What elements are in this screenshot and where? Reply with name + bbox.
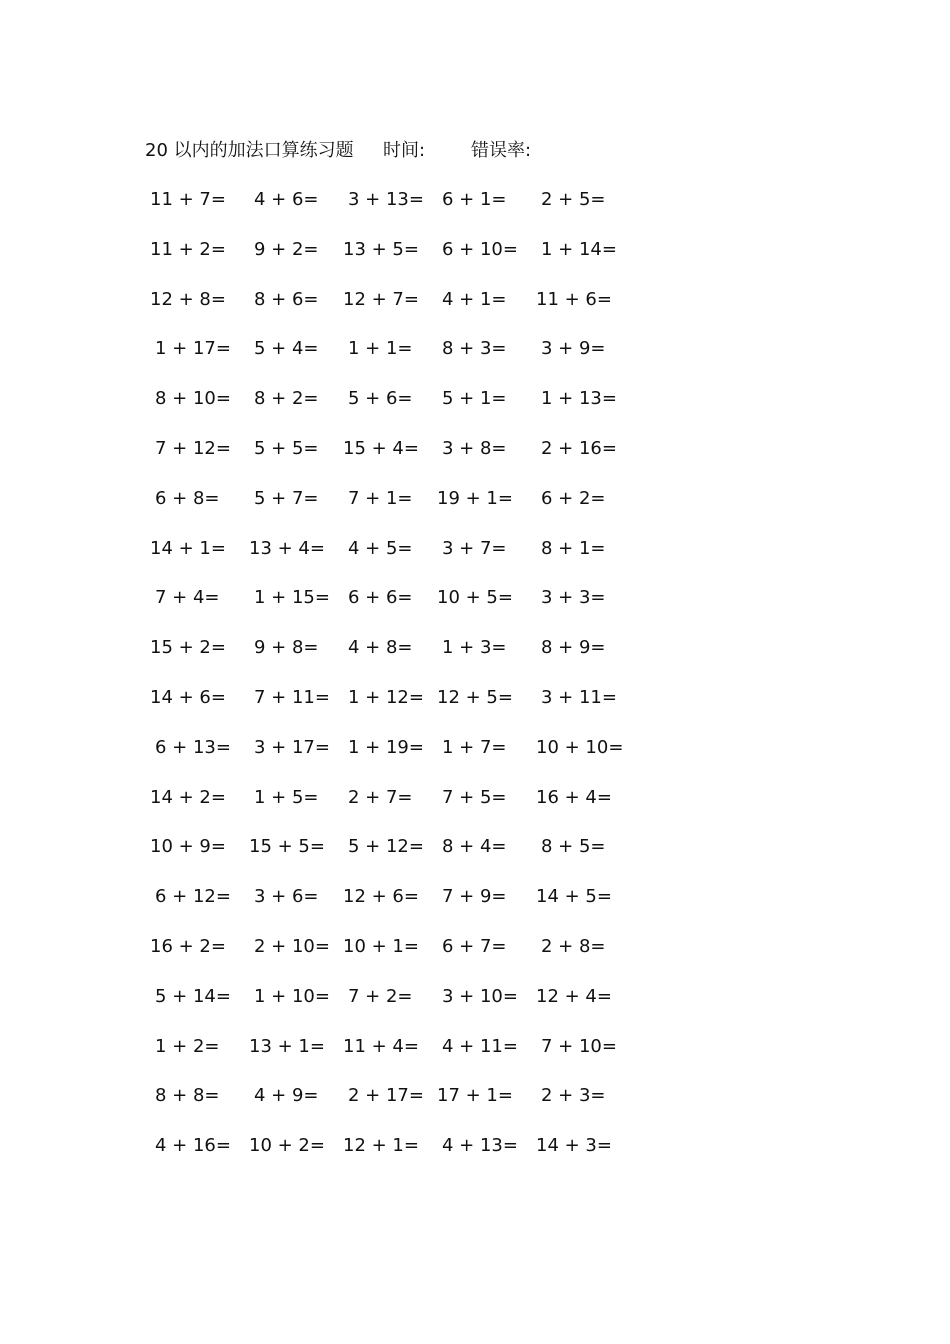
addition-problem: 11 + 4= — [343, 1035, 419, 1057]
addition-problem: 15 + 5= — [249, 836, 325, 858]
addition-problem: 8 + 3= — [442, 338, 507, 360]
addition-problem: 3 + 17= — [254, 736, 330, 758]
addition-problem: 8 + 9= — [541, 637, 606, 659]
addition-problem: 14 + 3= — [536, 1135, 612, 1157]
problem-row — [0, 683, 950, 713]
addition-problem: 10 + 2= — [249, 1135, 325, 1157]
addition-problem: 6 + 7= — [442, 936, 507, 957]
addition-problem: 4 + 9= — [254, 1085, 319, 1107]
addition-problem: 11 + 6= — [536, 288, 612, 310]
addition-problem: 6 + 2= — [541, 487, 606, 509]
addition-problem: 10 + 1= — [343, 936, 419, 957]
addition-problem: 5 + 5= — [254, 438, 319, 459]
problem-row — [0, 733, 950, 763]
problem-row — [0, 534, 950, 564]
addition-problem: 6 + 10= — [442, 238, 518, 260]
problem-row — [0, 235, 950, 265]
addition-problem: 3 + 9= — [541, 338, 606, 360]
addition-problem: 3 + 11= — [541, 687, 617, 708]
addition-problem: 3 + 10= — [442, 985, 518, 1007]
addition-problem: 12 + 8= — [150, 288, 226, 310]
addition-problem: 14 + 6= — [150, 687, 226, 708]
addition-problem: 9 + 8= — [254, 637, 319, 659]
addition-problem: 4 + 16= — [155, 1135, 231, 1157]
addition-problem: 10 + 9= — [150, 836, 226, 858]
problem-row — [0, 1032, 950, 1062]
problem-row — [0, 384, 950, 414]
addition-problem: 6 + 1= — [442, 189, 507, 210]
addition-problem: 3 + 3= — [541, 587, 606, 609]
addition-problem: 4 + 1= — [442, 288, 507, 310]
addition-problem: 1 + 17= — [155, 338, 231, 360]
addition-problem: 11 + 2= — [150, 238, 226, 260]
addition-problem: 14 + 2= — [150, 786, 226, 808]
addition-problem: 17 + 1= — [437, 1085, 513, 1107]
problem-row — [0, 783, 950, 813]
addition-problem: 1 + 3= — [442, 637, 507, 659]
addition-problem: 6 + 6= — [348, 587, 413, 609]
addition-problem: 16 + 2= — [150, 936, 226, 957]
addition-problem: 8 + 5= — [541, 836, 606, 858]
addition-problem: 2 + 3= — [541, 1085, 606, 1107]
addition-problem: 13 + 5= — [343, 238, 419, 260]
addition-problem: 4 + 13= — [442, 1135, 518, 1157]
addition-problem: 1 + 13= — [541, 388, 617, 410]
addition-problem: 7 + 12= — [155, 438, 231, 459]
addition-problem: 7 + 4= — [155, 587, 220, 609]
addition-problem: 7 + 5= — [442, 786, 507, 808]
addition-problem: 16 + 4= — [536, 786, 612, 808]
problem-row — [0, 1081, 950, 1111]
problem-row — [0, 1131, 950, 1161]
addition-problem: 8 + 1= — [541, 537, 606, 559]
addition-problem: 2 + 10= — [254, 936, 330, 957]
addition-problem: 5 + 14= — [155, 985, 231, 1007]
addition-problem: 1 + 15= — [254, 587, 330, 609]
addition-problem: 4 + 8= — [348, 637, 413, 659]
addition-problem: 3 + 6= — [254, 886, 319, 908]
addition-problem: 12 + 6= — [343, 886, 419, 908]
addition-problem: 1 + 14= — [541, 238, 617, 260]
problem-row — [0, 185, 950, 215]
problem-row — [0, 633, 950, 663]
addition-problem: 7 + 9= — [442, 886, 507, 908]
addition-problem: 6 + 12= — [155, 886, 231, 908]
addition-problem: 13 + 4= — [249, 537, 325, 559]
addition-problem: 10 + 5= — [437, 587, 513, 609]
addition-problem: 12 + 4= — [536, 985, 612, 1007]
addition-problem: 12 + 5= — [437, 687, 513, 708]
addition-problem: 5 + 1= — [442, 388, 507, 410]
addition-problem: 1 + 7= — [442, 736, 507, 758]
addition-problem: 11 + 7= — [150, 189, 226, 210]
problem-row — [0, 583, 950, 613]
time-label: 时间: — [383, 140, 426, 161]
error-rate-label: 错误率: — [471, 140, 532, 161]
addition-problem: 2 + 7= — [348, 786, 413, 808]
problem-row — [0, 982, 950, 1012]
addition-problem: 1 + 12= — [348, 687, 424, 708]
addition-problem: 7 + 10= — [541, 1035, 617, 1057]
worksheet-title: 20 以内的加法口算练习题 — [145, 140, 354, 161]
addition-problem: 8 + 2= — [254, 388, 319, 410]
addition-problem: 13 + 1= — [249, 1035, 325, 1057]
addition-problem: 8 + 8= — [155, 1085, 220, 1107]
addition-problem: 15 + 2= — [150, 637, 226, 659]
problem-row — [0, 882, 950, 912]
problem-row — [0, 932, 950, 962]
addition-problem: 3 + 8= — [442, 438, 507, 459]
addition-problem: 7 + 2= — [348, 985, 413, 1007]
addition-problem: 5 + 4= — [254, 338, 319, 360]
addition-problem: 8 + 10= — [155, 388, 231, 410]
addition-problem: 6 + 8= — [155, 487, 220, 509]
addition-problem: 7 + 1= — [348, 487, 413, 509]
addition-problem: 8 + 4= — [442, 836, 507, 858]
problem-row — [0, 484, 950, 514]
addition-problem: 1 + 19= — [348, 736, 424, 758]
addition-problem: 5 + 7= — [254, 487, 319, 509]
addition-problem: 2 + 16= — [541, 438, 617, 459]
addition-problem: 5 + 12= — [348, 836, 424, 858]
addition-problem: 7 + 11= — [254, 687, 330, 708]
addition-problem: 4 + 11= — [442, 1035, 518, 1057]
addition-problem: 8 + 6= — [254, 288, 319, 310]
addition-problem: 14 + 5= — [536, 886, 612, 908]
addition-problem: 1 + 5= — [254, 786, 319, 808]
addition-problem: 10 + 10= — [536, 736, 624, 758]
addition-problem: 1 + 2= — [155, 1035, 220, 1057]
addition-problem: 2 + 17= — [348, 1085, 424, 1107]
addition-problem: 15 + 4= — [343, 438, 419, 459]
addition-problem: 19 + 1= — [437, 487, 513, 509]
addition-problem: 3 + 13= — [348, 189, 424, 210]
addition-problem: 4 + 5= — [348, 537, 413, 559]
addition-problem: 4 + 6= — [254, 189, 319, 210]
addition-problem: 5 + 6= — [348, 388, 413, 410]
addition-problem: 6 + 13= — [155, 736, 231, 758]
addition-problem: 1 + 10= — [254, 985, 330, 1007]
problem-row — [0, 285, 950, 315]
addition-problem: 2 + 5= — [541, 189, 606, 210]
problem-row — [0, 334, 950, 364]
addition-problem: 1 + 1= — [348, 338, 413, 360]
problem-row — [0, 434, 950, 464]
addition-problem: 3 + 7= — [442, 537, 507, 559]
addition-problem: 2 + 8= — [541, 936, 606, 957]
addition-problem: 9 + 2= — [254, 238, 319, 260]
problem-row — [0, 832, 950, 862]
addition-problem: 12 + 1= — [343, 1135, 419, 1157]
addition-problem: 14 + 1= — [150, 537, 226, 559]
addition-problem: 12 + 7= — [343, 288, 419, 310]
